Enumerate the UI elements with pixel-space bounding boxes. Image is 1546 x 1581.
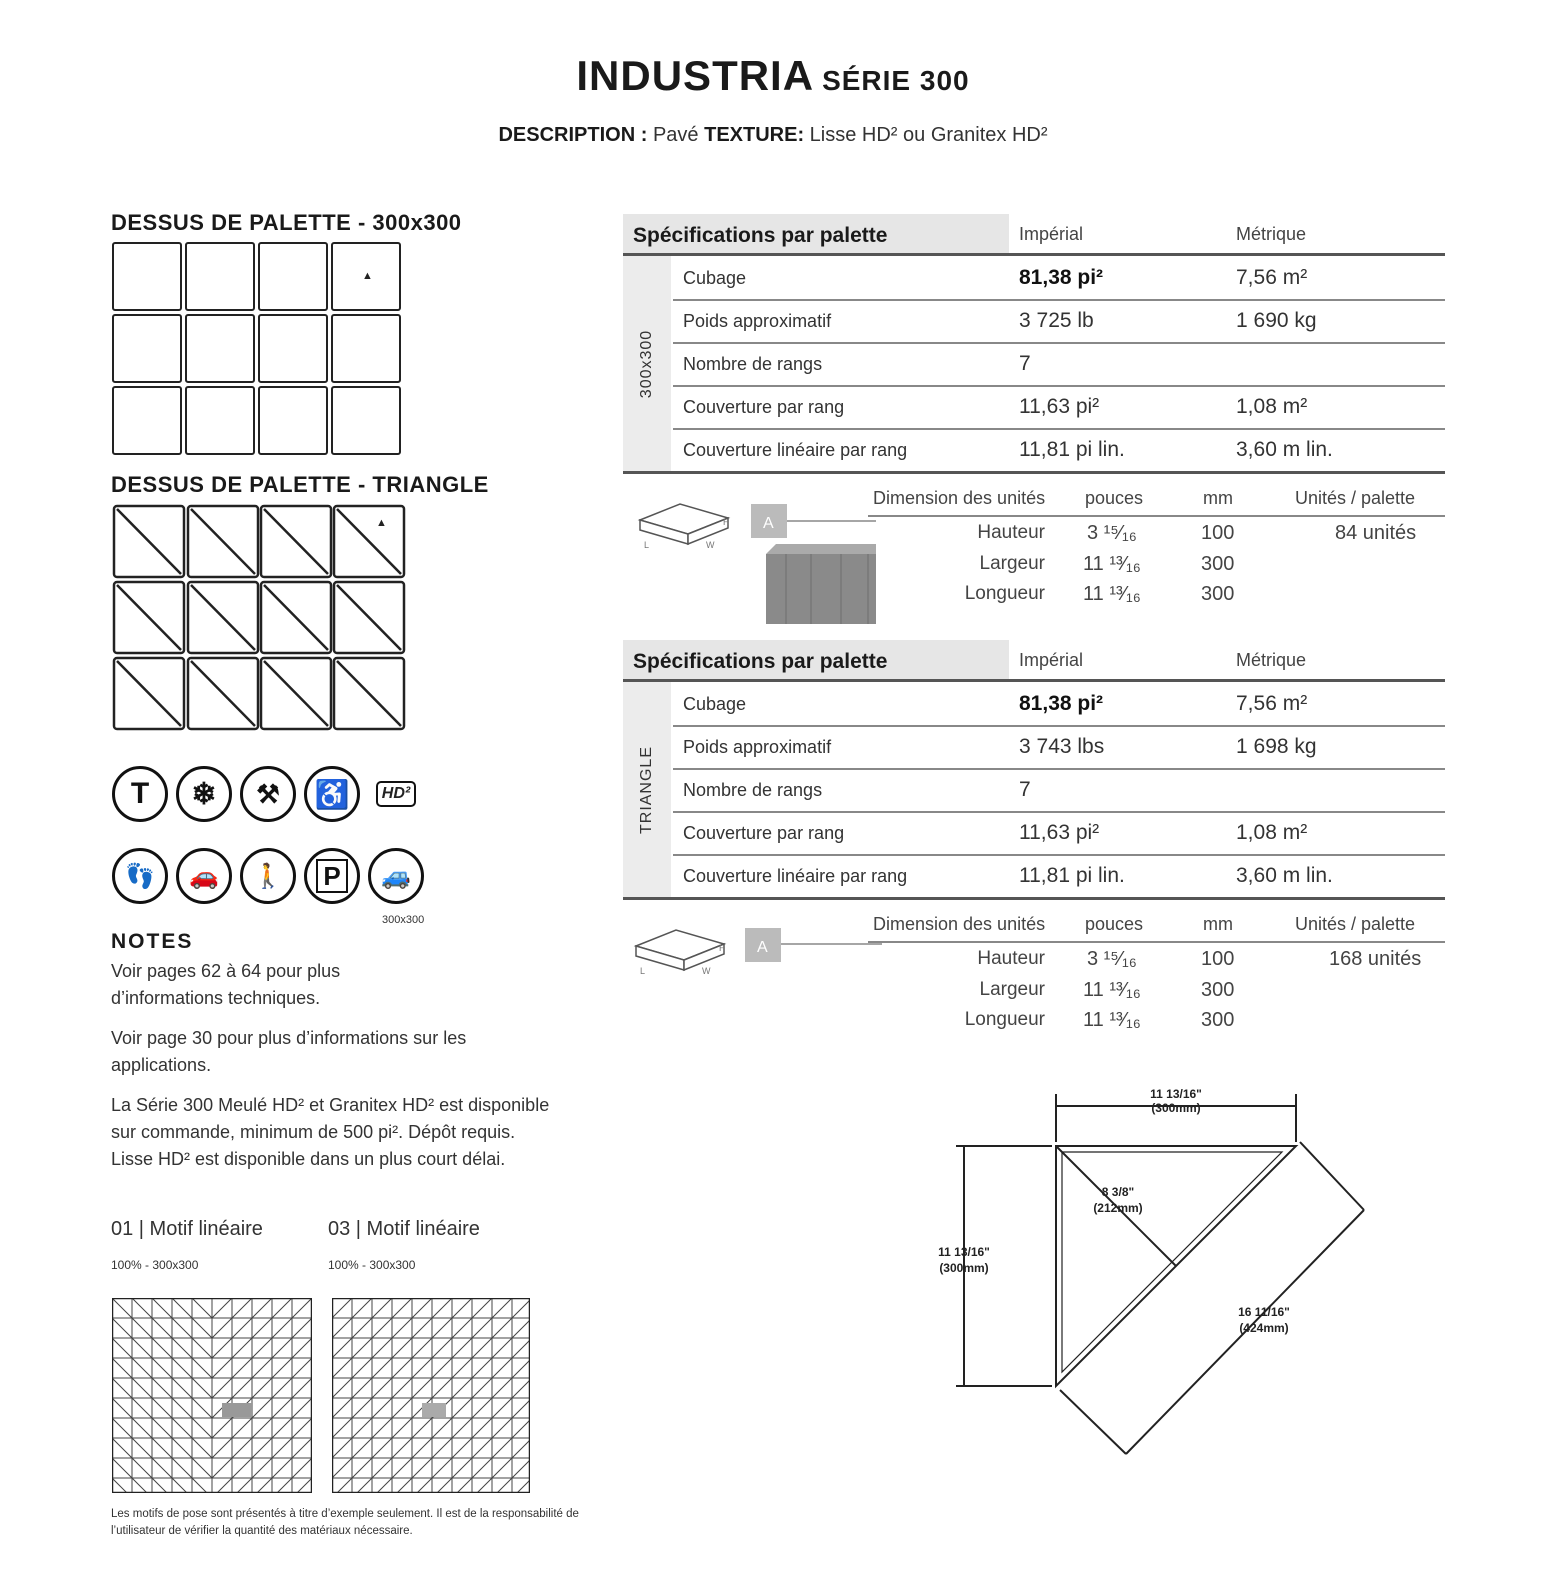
dim-label: Longueur [964,583,1045,604]
parking-letter: P [316,859,347,893]
spec-row [673,725,1445,770]
spec-label: Cubage [683,268,747,288]
paver-tile [112,242,182,311]
dim-label: Hauteur [977,522,1045,543]
spec-row [673,342,1445,387]
texture-a-icon: A [763,515,774,532]
description-value: Pavé [652,124,699,146]
dim-header-mm: mm [1203,914,1233,934]
pattern-1-title: 01 | Motif linéaire [111,1218,263,1240]
notes-title: NOTES [111,930,194,953]
length-letter: L [640,966,646,976]
icon-row-2 [112,848,424,904]
spec-imperial: 3 725 lb [1019,309,1094,332]
dim-inches: 11 ¹³⁄₁₆ [1083,583,1141,605]
spec-imperial: 7 [1019,352,1031,375]
pattern-2-image [332,1298,530,1493]
spec-imperial: 3 743 lbs [1019,735,1105,758]
dim-mm: 300 [1201,979,1235,1001]
spec-header-metric: Métrique [1236,224,1307,244]
dim-inches: 3 ¹⁵⁄₁₆ [1087,522,1137,544]
spec-metric: 1,08 m² [1236,821,1308,844]
units-per-pallet: 168 unités [1329,948,1422,970]
hyp-dimension-mm: (424mm) [1239,1321,1289,1335]
multiple-cars-icon: 🚙 [368,848,424,904]
dim-divider [868,515,1445,517]
wheelchair-icon: ♿ [304,766,360,822]
spec-table-300 [623,214,1445,461]
hd2-logo [368,766,424,822]
spec-header-label: Spécifications par palette [623,640,1009,680]
dim-mm: 100 [1201,948,1235,970]
paver-triangle-illustration [632,922,882,982]
dim-inches: 3 ¹⁵⁄₁₆ [1087,948,1137,970]
paver-tile [258,242,328,311]
spec-header [623,640,1445,680]
dim-header-units: Unités / palette [1295,488,1416,508]
hyp-dimension-inches: 16 11/16" [1238,1305,1290,1319]
pattern-2-title: 03 | Motif linéaire [328,1218,480,1240]
left-dimension-inches: 11 13/16" [938,1245,990,1259]
pedestrians-icon: 🚶 [240,848,296,904]
spec-label: Couverture par rang [683,397,845,417]
spec-metric: 3,60 m lin. [1236,438,1333,461]
mid-dimension-inches: 8 3/8" [1101,1185,1135,1199]
paver-tile [258,386,328,455]
texture-a-icon: A [757,939,768,956]
series-name: SÉRIE 300 [822,65,970,96]
pattern-1-subtitle: 100% - 300x300 [111,1258,199,1272]
spec-label: Couverture par rang [683,823,845,843]
spec-row [673,811,1445,856]
spec-label: Couverture linéaire par rang [683,440,908,460]
left-dimension-mm: (300mm) [939,1261,989,1275]
icon-row-1 [112,766,424,822]
traffic-t-icon: T [112,766,168,822]
spec-header-metric: Métrique [1236,650,1307,670]
car-icon: 🚗 [176,848,232,904]
spec-row [673,682,1445,727]
spec-label: Couverture linéaire par rang [683,866,908,886]
paver-tile [331,314,401,383]
palette-triangle-grid [112,504,406,736]
spec-row [623,854,1445,900]
paver-tile [185,314,255,383]
dim-mm: 300 [1201,553,1235,575]
dim-label: Largeur [979,979,1045,1000]
spec-row [673,256,1445,301]
spec-metric: 3,60 m lin. [1236,864,1333,887]
spec-table-triangle [623,640,1445,887]
spec-imperial: 11,63 pi² [1019,395,1100,418]
dim-header-dimension: Dimension des unités [873,488,1046,508]
footprints-icon: 👣 [112,848,168,904]
spec-row [673,385,1445,430]
note-3: La Série 300 Meulé HD² et Granitex HD² est disponible sur commande, minimum de 500 pi². Dépôt requis. Lisse HD² est disponible dans un plus court délai. [111,1095,550,1169]
triangle-technical-drawing [930,1080,1370,1470]
spec-metric: 1 690 kg [1236,309,1317,332]
description-line [0,124,1546,147]
spec-imperial: 7 [1019,778,1031,801]
dim-header-inches: pouces [1085,914,1144,934]
pattern-1-image [112,1298,312,1493]
dim-inches: 11 ¹³⁄₁₆ [1083,1009,1141,1031]
dim-inches: 11 ¹³⁄₁₆ [1083,553,1141,575]
paver-tile [185,242,255,311]
disclaimer: Les motifs de pose sont présentés à titre d’exemple seulement. Il est de la responsabilité de l’utilisateur de vérifier la quantité des matériaux nécessaire. [111,1508,579,1537]
dim-label: Hauteur [977,948,1045,969]
spec-metric: 1 698 kg [1236,735,1317,758]
plate-compactor-icon: ⚒ [240,766,296,822]
spec-imperial: 11,81 pi lin. [1019,864,1125,887]
length-letter: L [644,540,650,550]
spec-header-label: Spécifications par palette [623,214,1009,254]
height-letter: H [719,943,726,953]
paver-tile [331,242,401,311]
hd2-logo-icon: HD² [376,781,416,807]
paver-300-illustration [636,496,876,631]
dim-divider [868,941,1445,943]
spec-imperial: 11,63 pi² [1019,821,1100,844]
spec-side-label: 300x300 [638,329,655,399]
spec-header-imperial: Impérial [1019,650,1084,670]
dim-header-units: Unités / palette [1295,914,1416,934]
orientation-marker-icon: ▲ [362,270,373,282]
spec-imperial: 11,81 pi lin. [1019,438,1125,461]
mid-dimension-mm: (212mm) [1093,1201,1143,1215]
dim-label: Largeur [979,553,1045,574]
width-letter: W [702,966,711,976]
spec-label: Poids approximatif [683,737,832,757]
height-letter: H [723,517,730,527]
palette-triangle-title: DESSUS DE PALETTE - TRIANGLE [111,472,489,497]
spec-label: Nombre de rangs [683,780,823,800]
units-per-pallet: 84 unités [1335,522,1417,544]
dim-label: Longueur [964,1009,1045,1030]
spec-label: Poids approximatif [683,311,832,331]
dim-mm: 300 [1201,1009,1235,1031]
spec-metric: 7,56 m² [1236,692,1308,715]
snowflake-icon: ❄ [176,766,232,822]
note-2: Voir page 30 pour plus d’informations sur les applications. [111,1028,467,1075]
spec-side-label: TRIANGLE [638,745,655,835]
paver-tile [258,314,328,383]
spec-label: Cubage [683,694,747,714]
note-1: Voir pages 62 à 64 pour plus d’informations techniques. [111,961,341,1008]
dim-mm: 300 [1201,583,1235,605]
orientation-marker-icon: ▲ [376,517,387,529]
dim-header-mm: mm [1203,488,1233,508]
spec-imperial: 81,38 pi² [1019,266,1104,289]
spec-row [623,428,1445,474]
dim-header-dimension: Dimension des unités [873,914,1046,934]
texture-value: Lisse HD² ou Granitex HD² [809,124,1048,146]
width-letter: W [706,540,715,550]
spec-metric: 1,08 m² [1236,395,1308,418]
palette-300-grid [112,242,402,457]
spec-row [673,768,1445,813]
top-dimension-mm: (300mm) [1151,1101,1201,1115]
page-title [0,52,1546,100]
dim-header-inches: pouces [1085,488,1144,508]
spec-header [623,214,1445,254]
texture-label: TEXTURE: [704,124,805,146]
paver-tile [331,386,401,455]
paver-tile [112,386,182,455]
dim-inches: 11 ¹³⁄₁₆ [1083,979,1141,1001]
paver-tile [112,314,182,383]
paver-tile [185,386,255,455]
spec-label: Nombre de rangs [683,354,823,374]
spec-row [673,299,1445,344]
top-dimension-inches: 11 13/16" [1150,1087,1202,1101]
icon-caption: 300x300 [382,914,425,926]
spec-imperial: 81,38 pi² [1019,692,1104,715]
parking-icon [304,848,360,904]
spec-metric: 7,56 m² [1236,266,1308,289]
spec-header-imperial: Impérial [1019,224,1084,244]
pattern-2-subtitle: 100% - 300x300 [328,1258,416,1272]
product-name: INDUSTRIA [576,52,815,99]
dim-mm: 100 [1201,522,1235,544]
description-label: DESCRIPTION : [498,124,648,146]
palette-300-title: DESSUS DE PALETTE - 300x300 [111,210,462,235]
